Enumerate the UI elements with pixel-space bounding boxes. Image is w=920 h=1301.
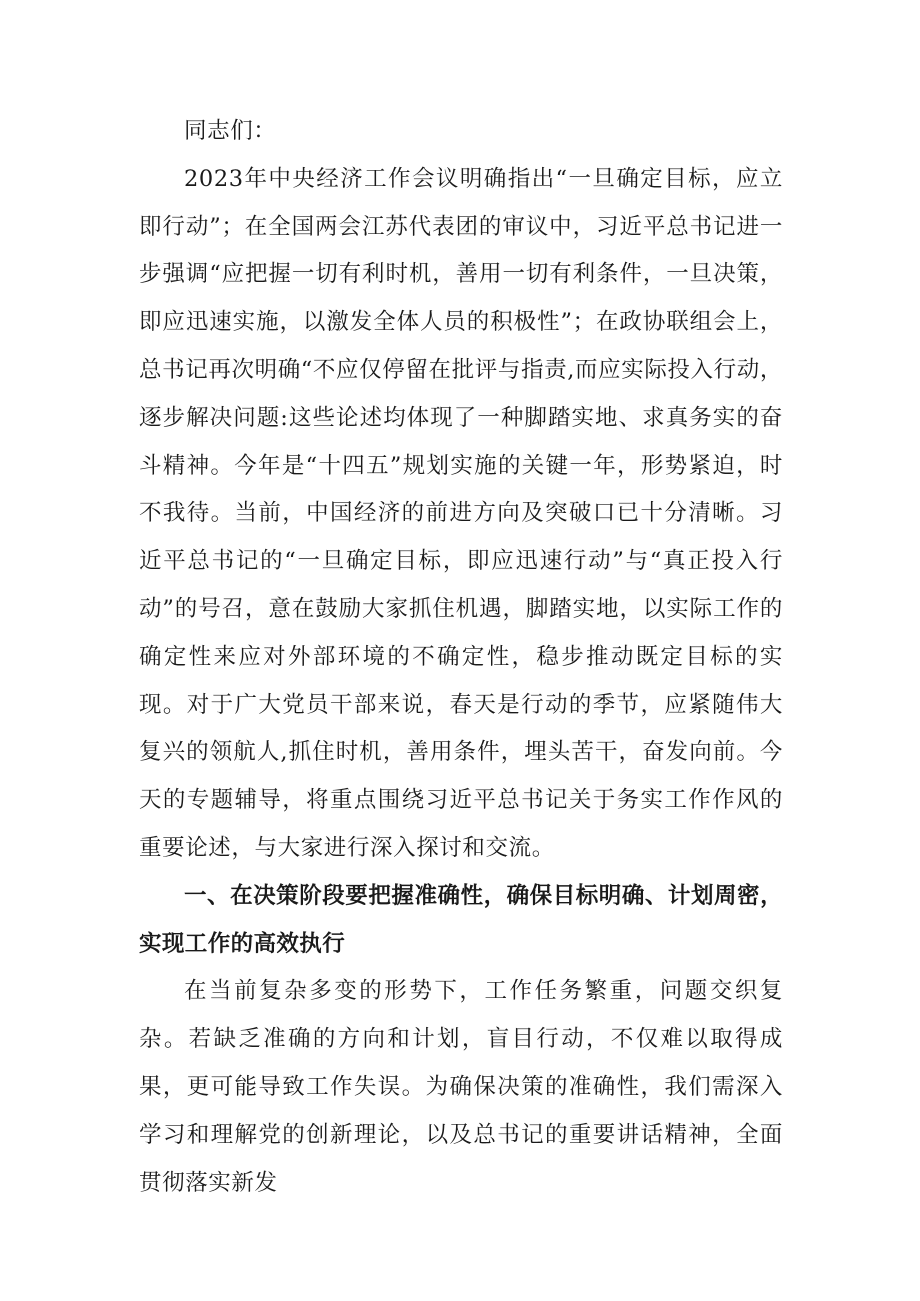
document-body bbox=[139, 108, 783, 1207]
salutation: 同志们： bbox=[184, 118, 277, 144]
section-heading: 一、在决策阶段要把握准确性，确保目标明确、计划周密，实现工作的高效执行 bbox=[139, 882, 783, 957]
intro-paragraph: 2023年中央经济工作会议明确指出“一旦确定目标，应立即行动”；在全国两会江苏代表团的审议中，习近平总书记进一步强调“应把握一切有利时机，善用一切有利条件，一旦决策，即应迅速实施，以激发全体人员的积极性”；在政协联组会上，总书记再次明确“不应仅停留在批评与指责,而应实际投入行动，逐步解决问题:这些论述均体现了一种脚踏实地、求真务实的奋斗精神。今年是“十四五”规划实施的关键一年，形势紧迫，时不我待。当前，中国经济的前进方向及突破口已十分清晰。习近平总书记的“一旦确定目标，即应迅速行动”与“真正投入行动”的号召，意在鼓励大家抓住机遇，脚踏实地，以实际工作的确定性来应对外部环境的不确定性，稳步推动既定目标的实现。对于广大党员干部来说，春天是行动的季节，应紧随伟大复兴的领航人,抓住时机，善用条件，埋头苦干，奋发向前。今天的专题辅导，将重点围绕习近平总书记关于务实工作作风的重要论述，与大家进行深入探讨和交流。 bbox=[139, 165, 783, 861]
section-paragraph: 在当前复杂多变的形势下，工作任务繁重，问题交织复杂。若缺乏准确的方向和计划，盲目行动，不仅难以取得成果，更可能导致工作失误。为确保决策的准确性，我们需深入学习和理解党的创新理论，以及总书记的重要讲话精神，全面贯彻落实新发 bbox=[139, 978, 783, 1196]
